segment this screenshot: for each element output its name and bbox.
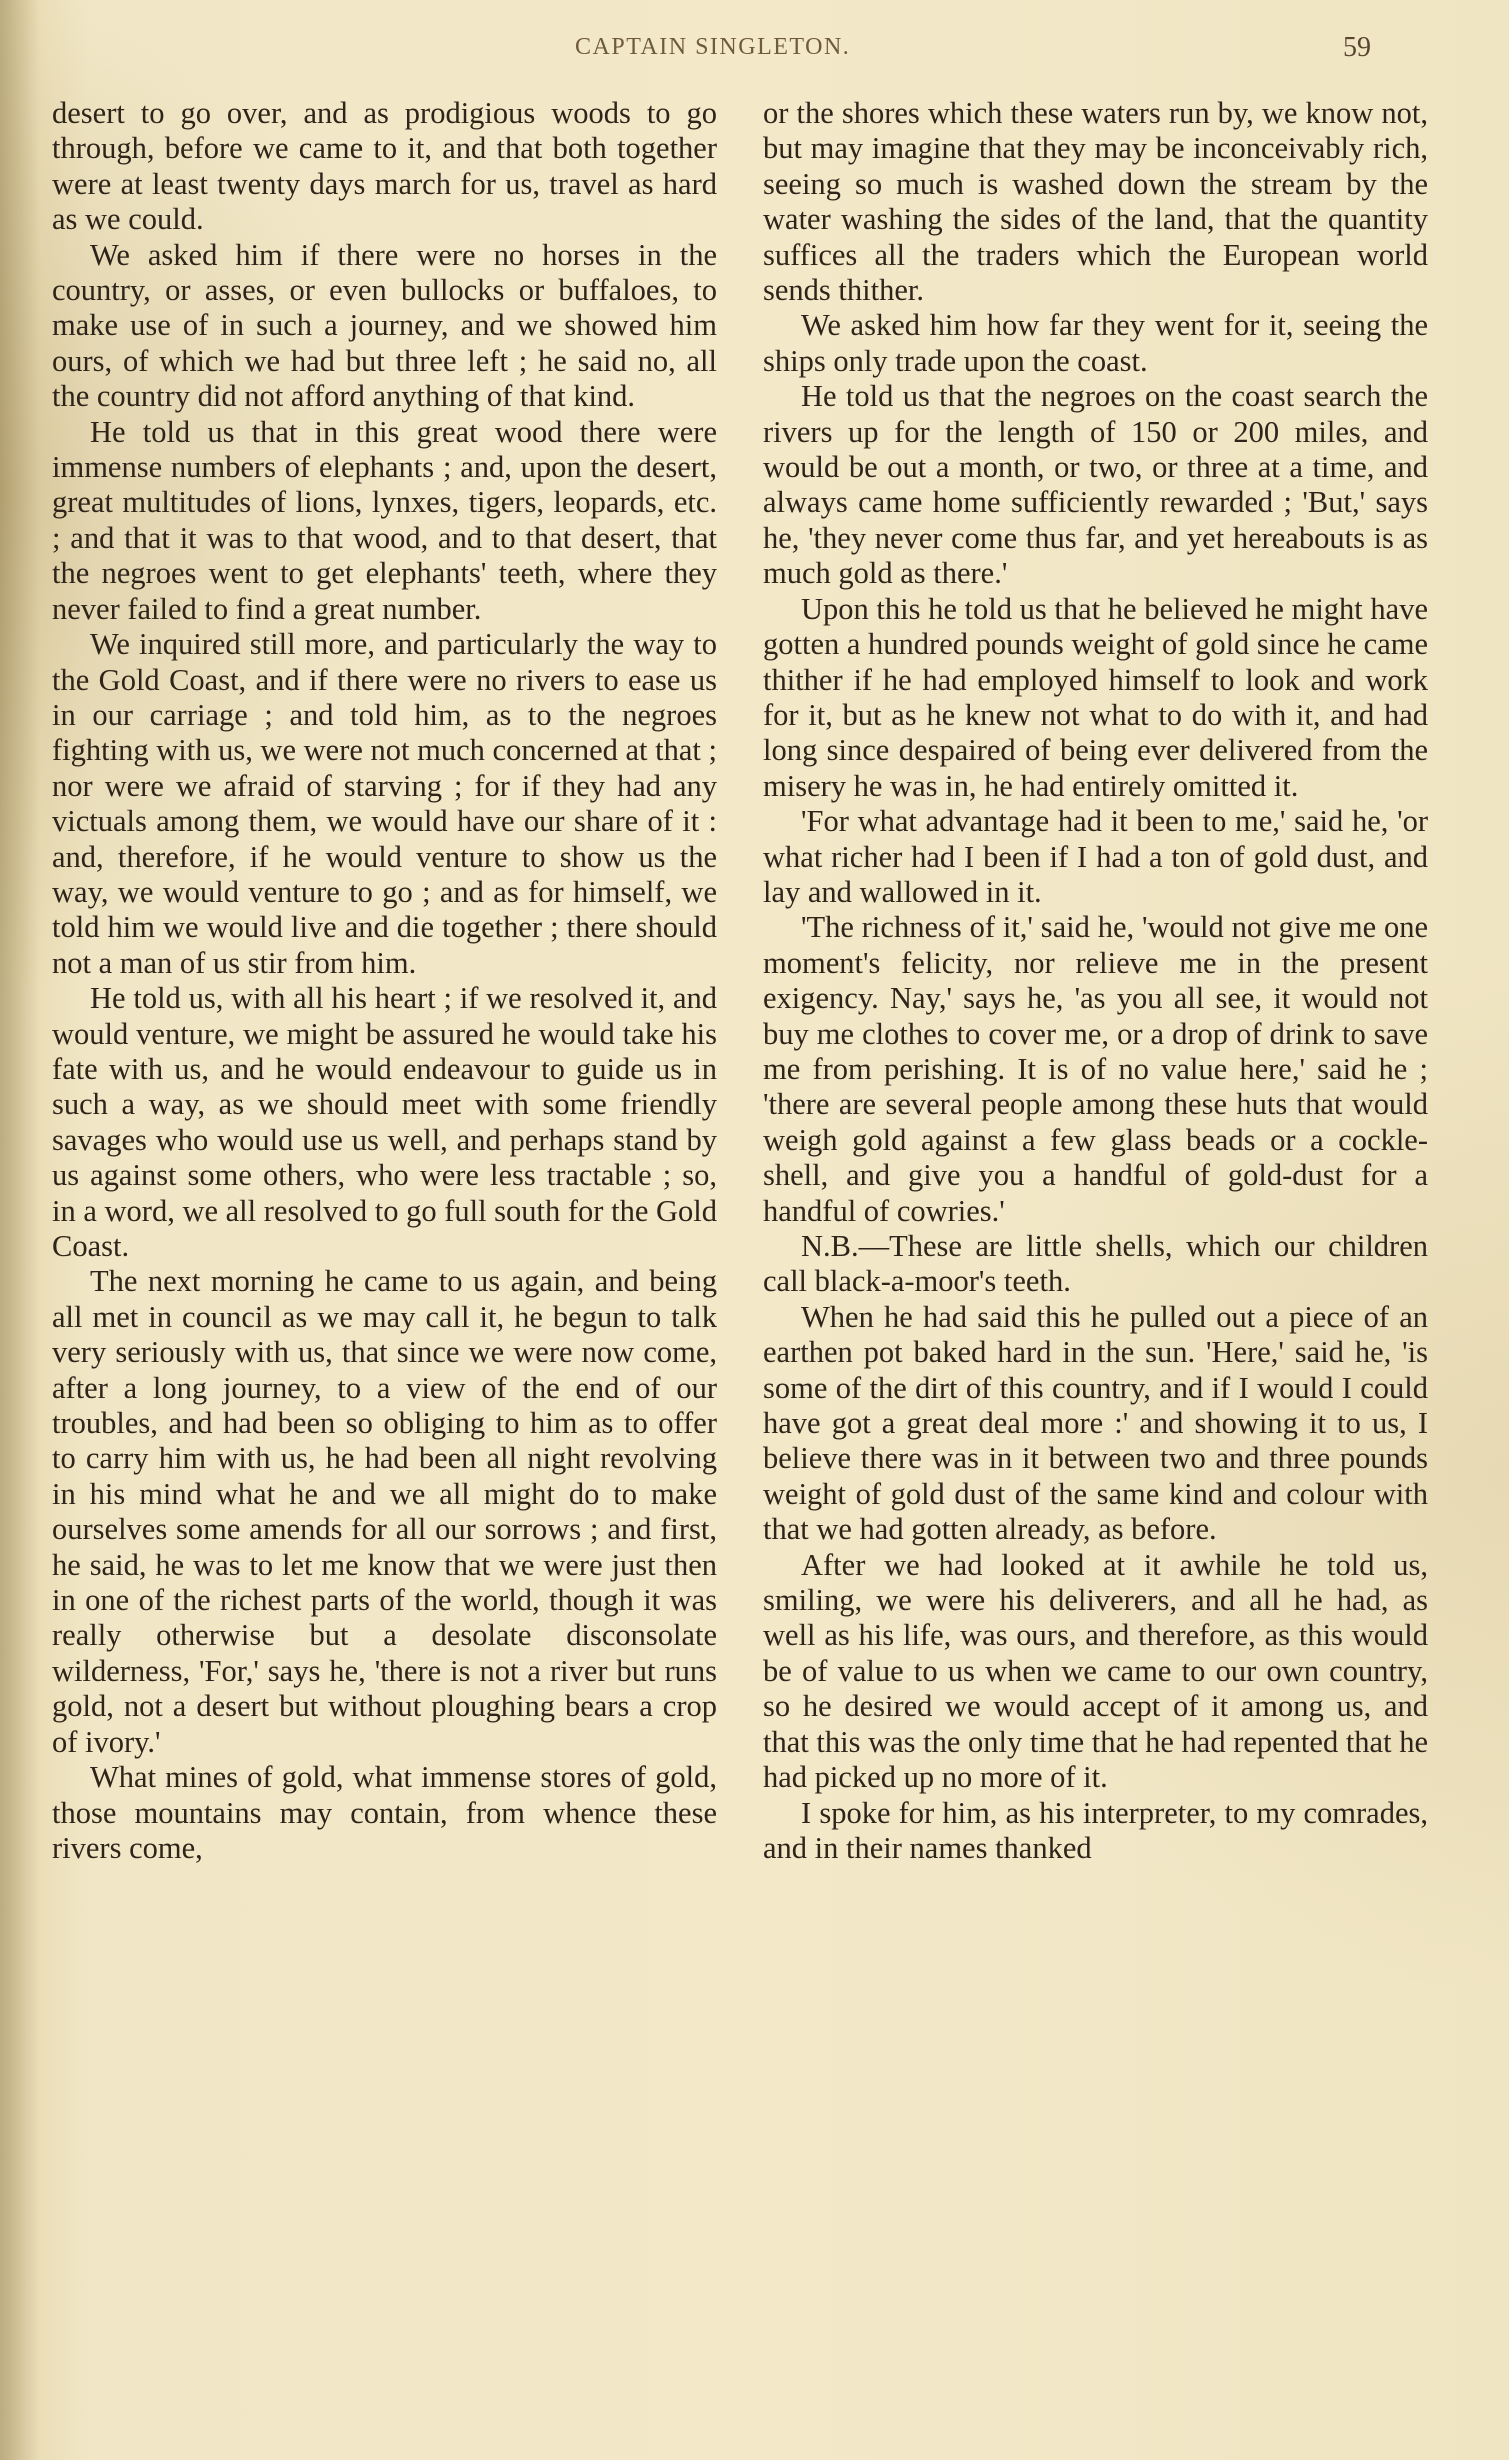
paragraph: or the shores which these waters run by, we know not, but may imagine that they may be inconceivably rich, seeing so much is washed down the stream by the water washing the sides of the land, that the quantity suffices all the traders which the European world sends thither. <box>763 96 1428 308</box>
paragraph: We inquired still more, and particularly the way to the Gold Coast, and if there were no rivers to ease us in our carriage ; and told him, as to the negroes fighting with us, we were not much concerned at that ; nor were we afraid of starving ; for if they had any victuals among them, we would have our share of it : and, therefore, if he would venture to show us the way, we would venture to go ; and as for himself, we told him we would live and die together ; there should not a man of us stir from him. <box>52 627 717 980</box>
paragraph: 'The richness of it,' said he, 'would not give me one moment's felicity, nor relieve me in the present exigency. Nay,' says he, 'as you all see, it would not buy me clothes to cover me, or a drop of drink to save me from perishing. It is of no value here,' said he ; 'there are several people among these huts that would weigh gold against a few glass beads or a cockle-shell, and give you a handful of gold-dust for a handful of cowries.' <box>763 910 1428 1228</box>
paragraph: We asked him if there were no horses in the country, or asses, or even bullocks or buffaloes, to make use of in such a journey, and we showed him ours, of which we had but three left ; he said no, all the country did not afford anything of that kind. <box>52 237 717 414</box>
paragraph: desert to go over, and as prodigious woods to go through, before we came to it, and that both together were at least twenty days march for us, travel as hard as we could. <box>52 96 717 237</box>
paragraph: What mines of gold, what immense stores of gold, those mountains may contain, from whence these rivers come, <box>52 1760 717 1865</box>
paragraph: Upon this he told us that he believed he might have gotten a hundred pounds weight of gold since he came thither if he had employed himself to look and work for it, but as he knew not what to do with it, and had long since despaired of being ever delivered from the misery he was in, he had entirely omitted it. <box>763 591 1428 803</box>
paragraph: I spoke for him, as his interpreter, to my comrades, and in their names thanked <box>763 1795 1428 1865</box>
paragraph: N.B.—These are little shells, which our children call black-a-moor's teeth. <box>763 1229 1428 1299</box>
paragraph: When he had said this he pulled out a piece of an earthen pot baked hard in the sun. 'Here,' said he, 'is some of the dirt of this country, and if I would I could have got a great deal more :' and showing it to us, I believe there was in it between two and three pounds weight of gold dust of the same kind and colour with that we had gotten already, as before. <box>763 1299 1428 1547</box>
running-head: CAPTAIN SINGLETON. <box>575 34 851 60</box>
paragraph: He told us, with all his heart ; if we resolved it, and would venture, we might be assured he would take his fate with us, and he would endeavour to guide us in such a way, as we should meet with some friendly savages who would use us well, and perhaps stand by us against some others, who were less tractable ; so, in a word, we all resolved to go full south for the Gold Coast. <box>52 981 717 1263</box>
paragraph: After we had looked at it awhile he told us, smiling, we were his deliverers, and all he had, as well as his life, was ours, and therefore, as this would be of value to us when we came to our own country, so he desired we would accept of it among us, and that this was the only time that he had repented that he had picked up no more of it. <box>763 1547 1428 1795</box>
left-column <box>52 96 717 1866</box>
paragraph: He told us that the negroes on the coast search the rivers up for the length of 150 or 200 miles, and would be out a month, or two, or three at a time, and always came home sufficiently rewarded ; 'But,' says he, 'they never come thus far, and yet hereabouts is as much gold as there.' <box>763 379 1428 591</box>
paragraph: The next morning he came to us again, and being all met in council as we may call it, he begun to talk very seriously with us, that since we were now come, after a long journey, to a view of the end of our troubles, and had been so obliging to him as to offer to carry him with us, he had been all night revolving in his mind what he and we all might do to make ourselves some amends for all our sorrows ; and first, he said, he was to let me know that we were just then in one of the richest parts of the world, though it was really otherwise but a desolate disconsolate wilderness, 'For,' says he, 'there is not a river but runs gold, not a desert but without ploughing bears a crop of ivory.' <box>52 1264 717 1759</box>
paragraph: We asked him how far they went for it, seeing the ships only trade upon the coast. <box>763 308 1428 378</box>
page-number: 59 <box>1343 32 1371 63</box>
paragraph: 'For what advantage had it been to me,' said he, 'or what richer had I been if I had a ton of gold dust, and lay and wallowed in it. <box>763 804 1428 909</box>
page-header <box>0 28 1509 68</box>
right-column <box>763 96 1428 1866</box>
paragraph: He told us that in this great wood there were immense numbers of elephants ; and, upon the desert, great multitudes of lions, lynxes, tigers, leopards, etc. ; and that it was to that wood, and to that desert, that the negroes went to get elephants' teeth, where they never failed to find a great number. <box>52 414 717 626</box>
